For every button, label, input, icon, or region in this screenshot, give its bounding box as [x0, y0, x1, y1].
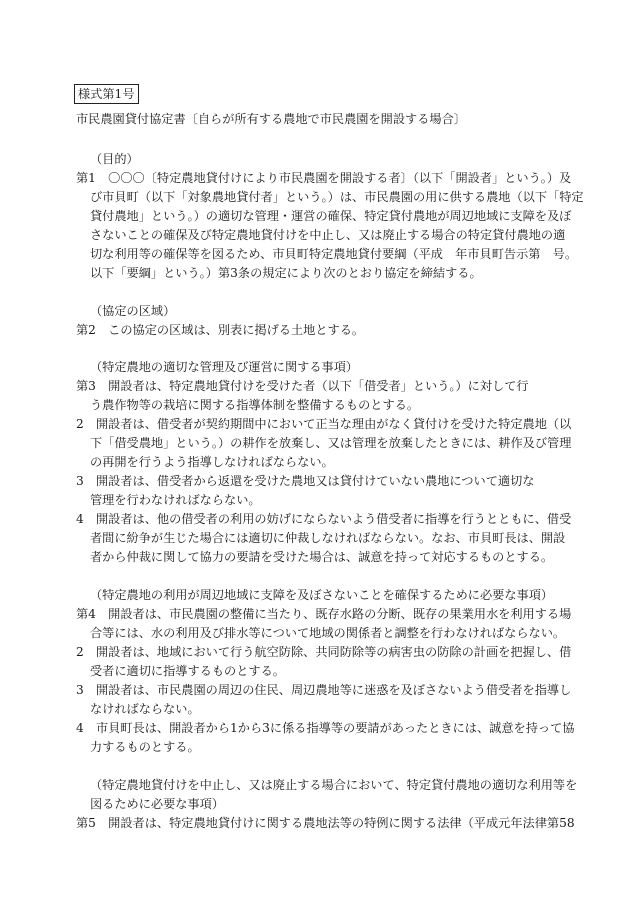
article-5-line: 第5 開設者は、特定農地貸付けに関する農地法等の特例に関する法律（平成元年法律第58 — [76, 816, 575, 830]
section-heading-termination-cont: 図るために必要な事項） — [90, 797, 225, 811]
article-3-line: 2 開設者は、借受者が契約期間中において正当な理由がなく貸付けを受けた特定農地（以 — [76, 417, 572, 431]
article-3-line: 者から仲裁に関して協力の要請を受けた場合は、誠意を持って対応するものとする。 — [90, 550, 554, 564]
article-4-line: 力するものとする。 — [90, 740, 200, 754]
article-3-line: う農作物等の栽培に関する指導体制を整備するものとする。 — [90, 398, 420, 412]
document-title: 市民農園貸付協定書〔自らが所有する農地で市民農園を開設する場合〕 — [76, 112, 466, 126]
article-4-line: 4 市貝町長は、開設者から1から3に係る指導等の要請があったときには、誠意を持って協 — [76, 721, 575, 735]
article-1-line: び市貝町（以下「対象農地貸付者」という。）は、市民農園の用に供する農地（以下「特定 — [90, 190, 584, 204]
section-heading-purpose: （目的） — [90, 152, 139, 166]
section-heading-surroundings: （特定農地の利用が周辺地域に支障を及ぼさないことを確保するために必要な事項） — [90, 588, 554, 602]
article-1-line: 貸付農地」という。）の適切な管理・運営の確保、特定貸付農地が周辺地域に支障を及ぼ — [90, 209, 572, 223]
article-1-line: 第1 〇〇〇〔特定農地貸付けにより市民農園を開設する者〕（以下「開設者」という。）及 — [76, 171, 572, 185]
article-3-line: 者間に紛争が生じた場合には適切に仲裁しなければならない。なお、市貝町長は、開設 — [90, 531, 566, 545]
article-1-line: 以下「要綱」という。）第3条の規定により次のとおり協定を締結する。 — [90, 266, 482, 280]
article-4-line: なければならない。 — [90, 702, 200, 716]
article-3-line: 4 開設者は、他の借受者の利用の妨げにならないよう借受者に指導を行うとともに、借受 — [76, 512, 572, 526]
article-4-line: 2 開設者は、地域において行う航空防除、共同防除等の病害虫の防除の計画を把握し、借 — [76, 645, 572, 659]
article-1-line: 切な利用等の確保等を図るため、市貝町特定農地貸付要綱（平成 年市貝町告示第 号。 — [90, 247, 578, 261]
article-3-line: の再開を行うよう指導しなければならない。 — [90, 455, 334, 469]
article-3-line: 下「借受農地」という。）の耕作を放棄し、又は管理を放棄したときには、耕作及び管理 — [90, 436, 572, 450]
article-4-line: 3 開設者は、市民農園の周辺の住民、周辺農地等に迷惑を及ぼさないよう借受者を指導し — [76, 683, 572, 697]
article-3-line: 第3 開設者は、特定農地貸付けを受けた者（以下「借受者」という。）に対して行 — [76, 379, 529, 393]
article-4-line: 第4 開設者は、市民農園の整備に当たり、既存水路の分断、既存の果業用水を利用する場 — [76, 607, 572, 621]
article-3-line: 3 開設者は、借受者から返還を受けた農地又は貸付けていない農地について適切な — [76, 474, 535, 488]
article-4-line: 受者に適切に指導するものとする。 — [90, 664, 285, 678]
article-4-line: 合等には、水の利用及び排水等について地域の関係者と調整を行わなければならない。 — [90, 626, 566, 640]
article-3-line: 管理を行わなければならない。 — [90, 493, 261, 507]
article-1-line: さないことの確保及び特定農地貸付けを中止し、又は廃止する場合の特定貸付農地の適 — [90, 228, 566, 242]
section-heading-management: （特定農地の適切な管理及び運営に関する事項） — [90, 360, 359, 374]
section-heading-termination: （特定農地貸付けを中止し、又は廃止する場合において、特定貸付農地の適切な利用等を — [90, 778, 578, 792]
form-number-box: 様式第1号 — [74, 84, 139, 104]
article-2-line: 第2 この協定の区域は、別表に掲げる土地とする。 — [76, 323, 365, 337]
section-heading-area: （協定の区域） — [90, 304, 176, 318]
